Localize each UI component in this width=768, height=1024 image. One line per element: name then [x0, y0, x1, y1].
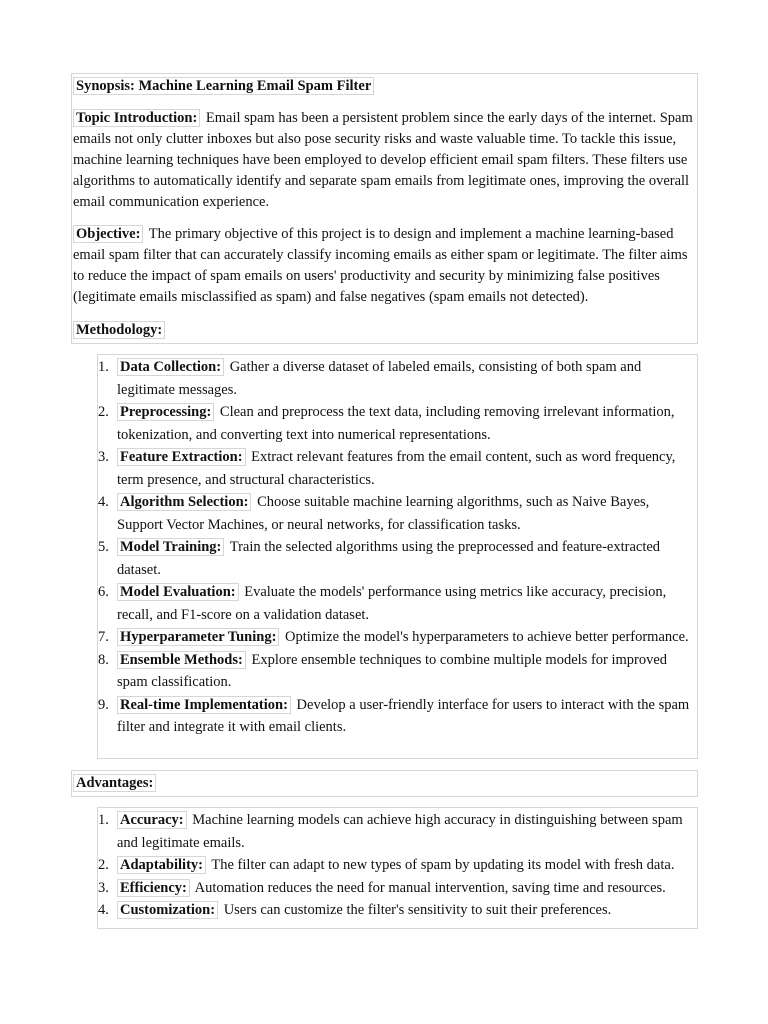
list-item — [98, 899, 696, 922]
objective-paragraph — [73, 224, 695, 308]
objective-text: The primary objective of this project is to design and implement a machine learning-based email spam filter that can accurately classify incoming emails as either spam or legitimate. The filter aims to reduce the impact of spam emails on users' productivity and security by minimizing false positives (legitimate emails misclassified as spam) and false negatives (spam emails not detected). — [73, 226, 688, 305]
methodology-heading-label: Methodology: — [73, 321, 165, 339]
list-item-text: Optimize the model's hyperparameters to achieve better performance. — [285, 629, 689, 645]
list-item-label: Algorithm Selection: — [117, 493, 251, 511]
list-item-number: 1. — [98, 812, 109, 828]
objective-label: Objective: — [73, 225, 143, 243]
list-item-label: Accuracy: — [117, 811, 187, 829]
list-item-number: 3. — [98, 879, 109, 896]
list-item — [98, 877, 696, 900]
list-item-label: Efficiency: — [117, 879, 190, 897]
list-item-text: Automation reduces the need for manual intervention, saving time and resources. — [194, 879, 666, 896]
list-item — [98, 581, 696, 626]
topic-introduction-paragraph — [73, 108, 695, 213]
list-item — [98, 536, 696, 581]
list-item-number: 1. — [98, 359, 109, 375]
list-item-number: 5. — [98, 539, 109, 555]
list-item-label: Model Evaluation: — [117, 583, 239, 601]
list-item-text: Choose suitable machine learning algorithms, such as Naive Bayes, Support Vector Machines, or neural networks, for classification tasks. — [117, 494, 650, 533]
list-item — [98, 356, 696, 401]
advantages-heading — [73, 772, 158, 794]
list-item-number: 4. — [98, 494, 109, 510]
list-item-label: Adaptability: — [117, 856, 206, 874]
list-item-text: Users can customize the filter's sensitivity to suit their preferences. — [223, 902, 612, 918]
list-item-text: Machine learning models can achieve high accuracy in distinguishing between spam and legitimate emails. — [117, 812, 683, 851]
advantages-heading-label: Advantages: — [73, 774, 156, 792]
list-item — [98, 854, 696, 877]
document-title — [73, 75, 376, 97]
list-item — [98, 809, 696, 854]
list-item-number: 9. — [98, 696, 109, 713]
list-item-number: 6. — [98, 584, 109, 600]
list-item-text: Clean and preprocess the text data, including removing irrelevant information, tokenization, and converting text into numerical representations. — [117, 404, 675, 443]
list-item — [98, 694, 696, 739]
list-item-label: Preprocessing: — [117, 403, 214, 421]
list-item — [98, 626, 696, 649]
list-item-text: Explore ensemble techniques to combine multiple models for improved spam classification. — [117, 651, 668, 690]
list-item-label: Model Training: — [117, 538, 224, 556]
list-item-text: Develop a user-friendly interface for users to interact with the spam filter and integrate it with email clients. — [117, 696, 690, 735]
list-item-text: The filter can adapt to new types of spam by updating its model with fresh data. — [211, 857, 675, 873]
list-item — [98, 649, 696, 694]
list-item-label: Ensemble Methods: — [117, 651, 246, 669]
list-item-label: Real-time Implementation: — [117, 696, 291, 714]
list-item-text: Train the selected algorithms using the preprocessed and feature-extracted dataset. — [117, 539, 661, 578]
list-item-text: Evaluate the models' performance using metrics like accuracy, precision, recall, and F1-score on a validation dataset. — [117, 584, 667, 623]
list-item-label: Feature Extraction: — [117, 448, 246, 466]
list-item-label: Data Collection: — [117, 358, 224, 376]
advantages-heading-box — [71, 770, 698, 797]
list-item-text: Gather a diverse dataset of labeled emails, consisting of both spam and legitimate messages. — [117, 359, 642, 398]
list-item-text: Extract relevant features from the email content, such as word frequency, term presence, and structural characteristics. — [117, 449, 676, 488]
list-item — [98, 401, 696, 446]
methodology-list — [98, 356, 696, 739]
list-item-number: 2. — [98, 857, 109, 873]
list-item — [98, 491, 696, 536]
list-item-number: 7. — [98, 629, 109, 645]
list-item-number: 3. — [98, 449, 109, 465]
topic-introduction-text: Email spam has been a persistent problem since the early days of the internet. Spam emails not only clutter inboxes but also pose security risks and waste valuable time. To tackle this issue, machine learning techniques have been employed to develop efficient email spam filters. These filters use algorithms to automatically identify and separate spam emails from legitimate ones, improving the overall email communication experience. — [73, 110, 693, 210]
list-item-number: 4. — [98, 902, 109, 918]
topic-introduction-label: Topic Introduction: — [73, 109, 200, 127]
list-item-label: Customization: — [117, 901, 218, 919]
advantages-list — [98, 809, 696, 922]
methodology-heading — [73, 319, 167, 341]
list-item-number: 8. — [98, 651, 109, 668]
list-item-label: Hyperparameter Tuning: — [117, 628, 279, 646]
title-label: Synopsis: Machine Learning Email Spam Filter — [73, 77, 374, 95]
list-item — [98, 446, 696, 491]
list-item-number: 2. — [98, 404, 109, 420]
